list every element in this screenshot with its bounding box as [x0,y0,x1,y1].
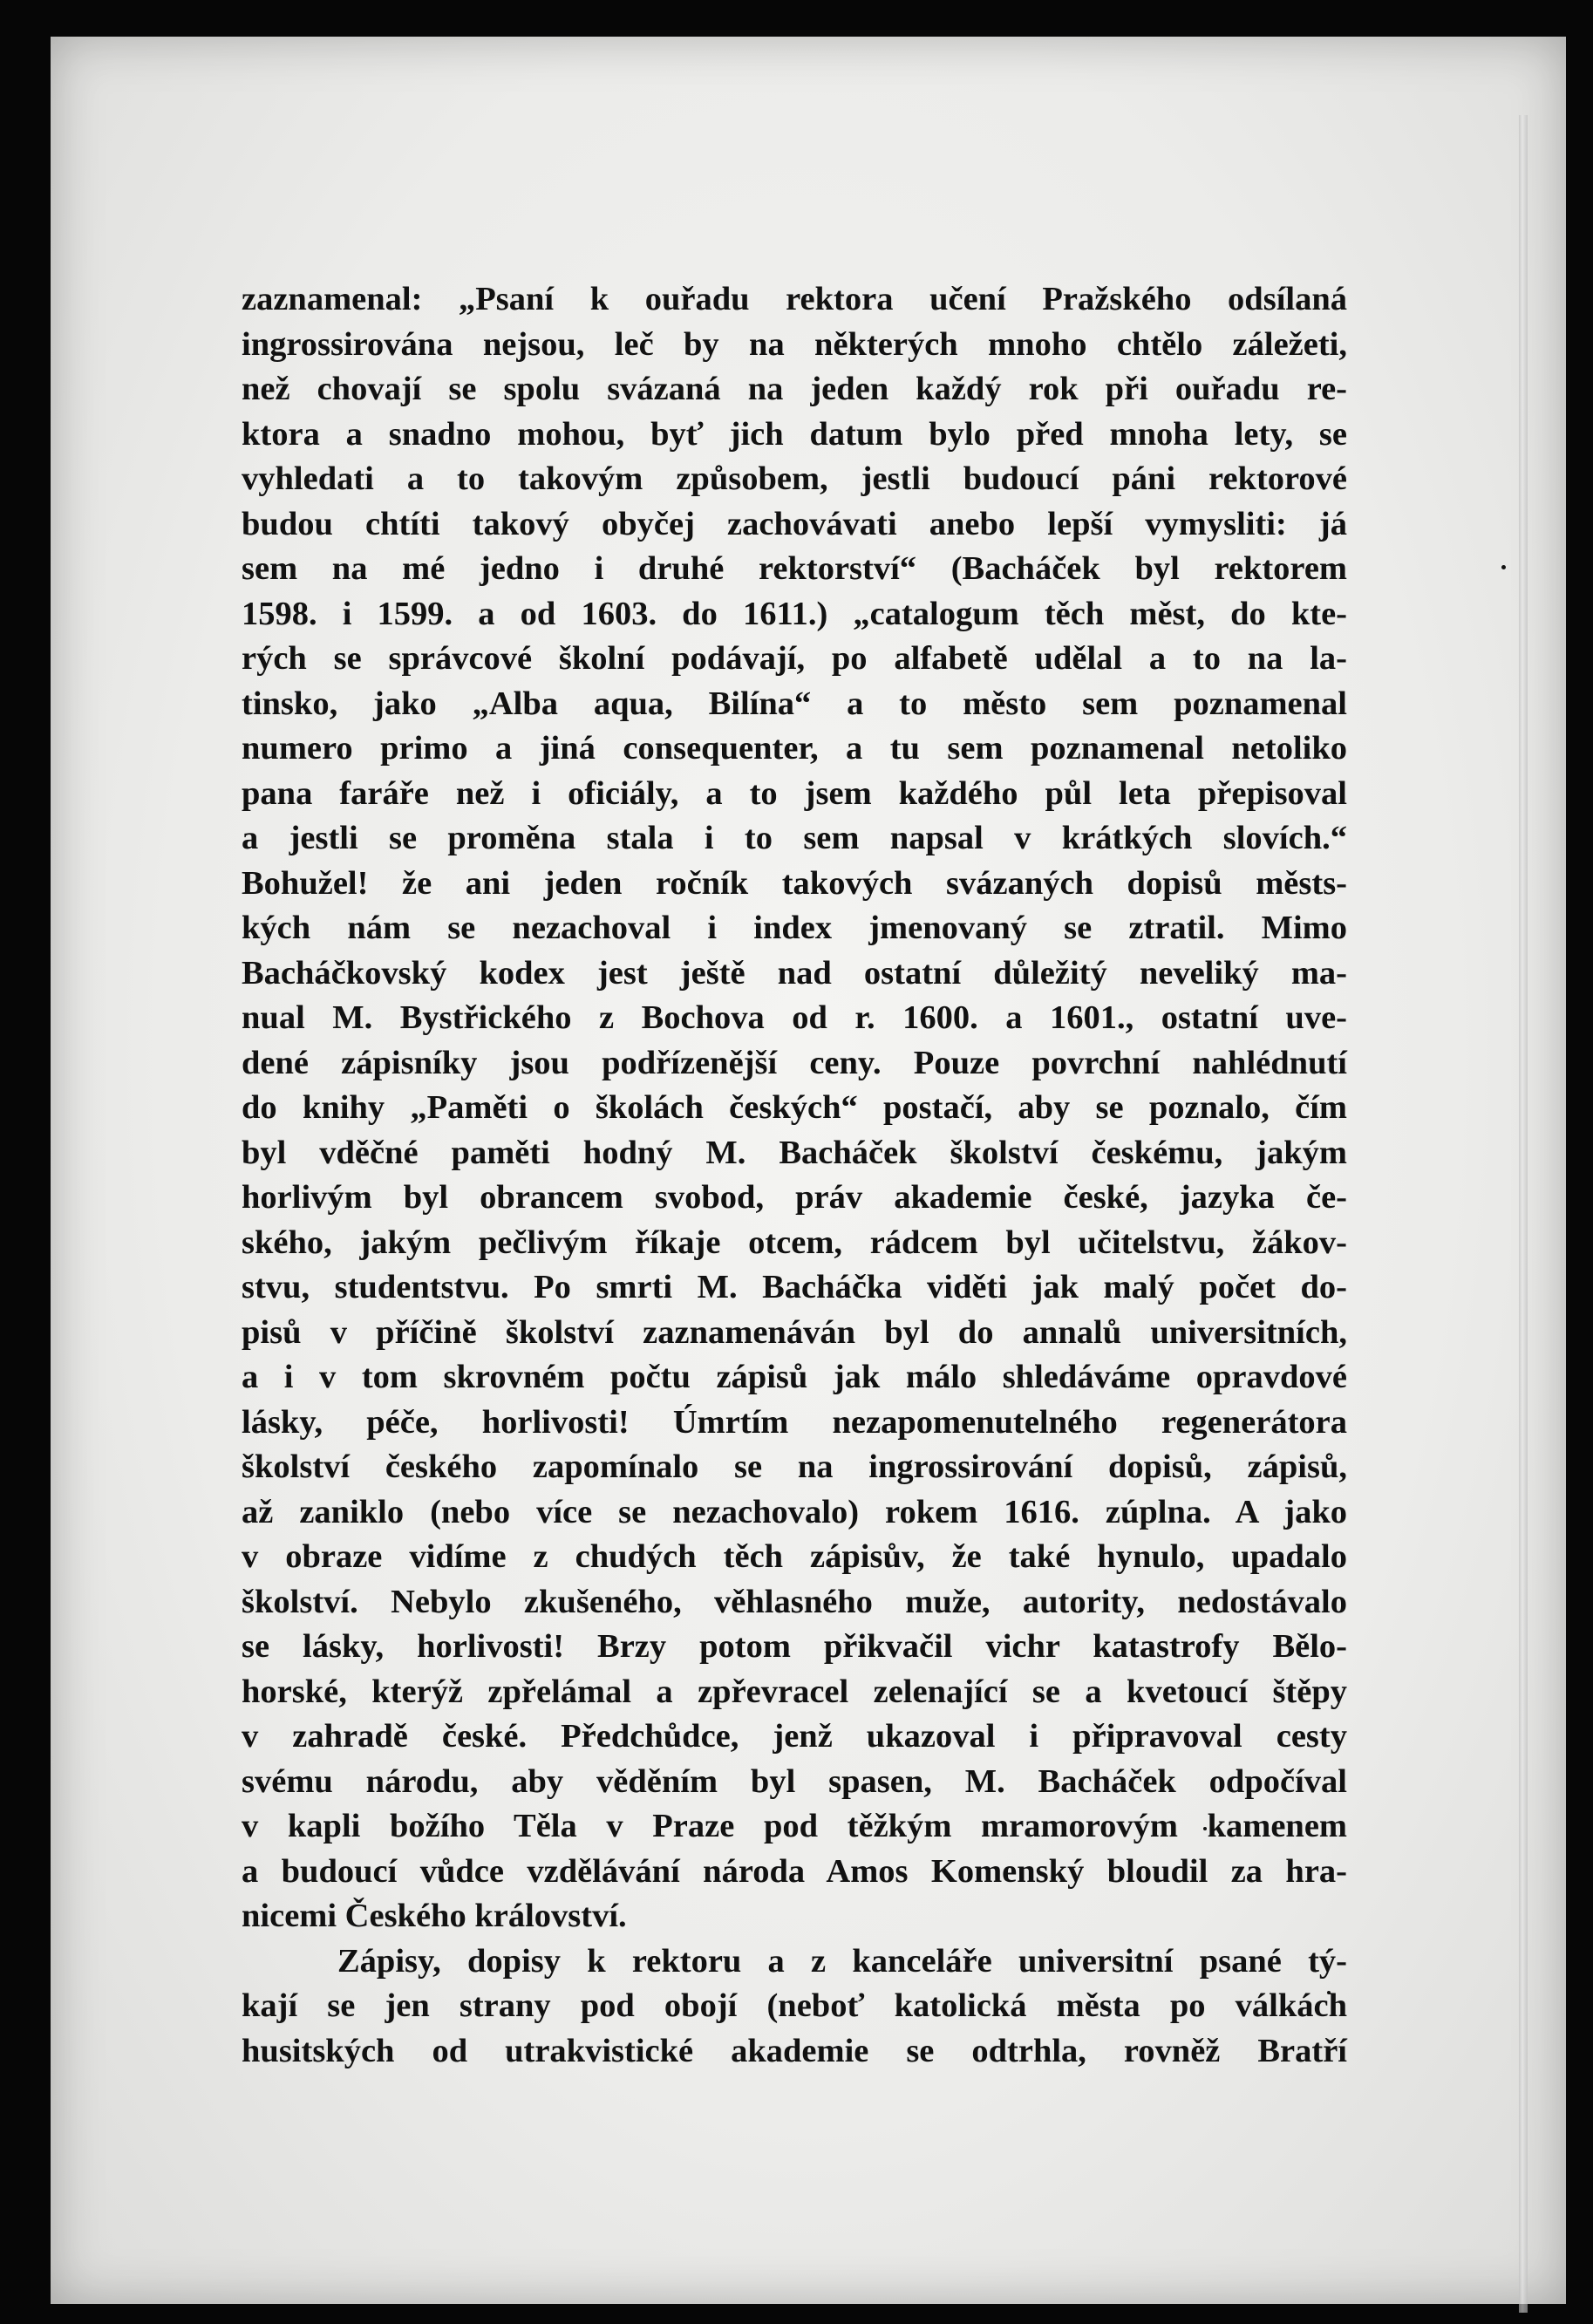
text-line: husitských od utrakvistické akademie se odtrhla, rovněž Bratří [242,2032,1347,2069]
text-line: stvu, studentstvu. Po smrti M. Bacháčka viděti jak malý počet do- [242,1269,1347,1305]
text-line: nual M. Bystřického z Bochova od r. 1600. a 1601., ostatní uve- [242,999,1347,1036]
text-line: lásky, péče, horlivosti! Úmrtím nezapomenutelného regenerátora [242,1403,1347,1441]
text-line: do knihy „Paměti o školách českých“ postačí, aby se poznalo, čím [242,1089,1347,1126]
text-line: kých nám se nezachoval i index jmenovaný se ztratil. Mimo [242,910,1347,946]
text-line: a i v tom skrovném počtu zápisů jak málo shledáváme opravdové [242,1359,1347,1395]
text-line: Bacháčkovský kodex jest ještě nad ostatní důležitý neveliký ma- [242,954,1347,992]
text-line: budou chtíti takový obyčej zachovávati anebo lepší vymysliti: já [242,505,1347,542]
text-line: Bohužel! že ani jeden ročník takových svázaných dopisů městs- [242,864,1347,902]
paragraph [242,1939,1347,2075]
text-line: a jestli se proměna stala i to sem napsal v krátkých slovích.“ [242,820,1347,856]
text-line: sem na mé jedno i druhé rektorství“ (Bacháček byl rektorem [242,550,1347,587]
text-line: pisů v příčině školství zaznamenáván byl do annalů universitních, [242,1313,1347,1351]
text-line: pana faráře než i oficiály, a to jsem každého půl leta přepisoval [242,774,1347,812]
text-line: až zaniklo (nebo více se nezachovalo) rokem 1616. zúplna. A jako [242,1493,1347,1530]
text-line: školství českého zapomínalo se na ingrossirování dopisů, zápisů, [242,1448,1347,1485]
text-line: byl vděčné paměti hodný M. Bacháček školství českému, jakým [242,1134,1347,1171]
text-line: zaznamenal: „Psaní k ouřadu rektora učení Pražského odsílaná [242,281,1347,317]
text-line: v kapli božího Těla v Praze pod těžkým mramorovým kamenem [242,1808,1347,1844]
text-line: ktora a snadno mohou, byť jich datum bylo před mnoha lety, se [242,415,1347,453]
body-text [242,277,1347,2074]
text-line: ského, jakým pečlivým říkaje otcem, rádcem byl učitelstvu, žákov- [242,1223,1347,1261]
text-line: numero primo a jiná consequenter, a tu sem poznamenal netoliko [242,730,1347,767]
text-line: dené zápisníky jsou podřízenější ceny. Pouze povrchní nahlédnutí [242,1044,1347,1081]
text-line: kají se jen strany pod obojí (neboť katolická města po válkách [242,1987,1347,2024]
text-line: svému národu, aby věděním byl spasen, M. Bacháček odpočíval [242,1762,1347,1800]
text-line: horlivým byl obrancem svobod, práv akademie české, jazyka če- [242,1179,1347,1216]
text-line: rých se správcové školní podávají, po alfabetě udělal a to na la- [242,640,1347,677]
text-line: ingrossirována nejsou, leč by na některých mnoho chtělo záležeti, [242,325,1347,363]
ink-speck [1501,565,1506,569]
text-line: vyhledati a to takovým způsobem, jestli budoucí páni rektorové [242,460,1347,497]
text-line: Zápisy, dopisy k rektoru a z kanceláře universitní psané tý- [337,1942,1347,1980]
paragraph [242,277,1347,1939]
text-line: a budoucí vůdce vzdělávání národa Amos Komenský bloudil za hra- [242,1852,1347,1890]
text-line: v obraze vidíme z chudých těch zápisův, že také hynulo, upadalo [242,1538,1347,1575]
text-line: 1598. i 1599. a od 1603. do 1611.) „catalogum těch měst, do kte- [242,595,1347,632]
text-line: než chovají se spolu svázaná na jeden každý rok při ouřadu re- [242,371,1347,407]
text-line: v zahradě české. Předchůdce, jenž ukazoval i připravoval cesty [242,1718,1347,1755]
page-edge [1519,115,1528,2313]
text-line: tinsko, jako „Alba aqua, Bilína“ a to město sem poznamenal [242,685,1347,722]
text-line: školství. Nebylo zkušeného, věhlasného muže, autority, nedostávalo [242,1583,1347,1620]
text-line: se lásky, horlivosti! Brzy potom přikvačil vichr katastrofy Bělo- [242,1628,1347,1665]
text-line: horské, kterýž zpřelámal a zpřevracel zelenající se a kvetoucí štěpy [242,1673,1347,1710]
text-line: nicemi Českého království. [242,1898,627,1934]
